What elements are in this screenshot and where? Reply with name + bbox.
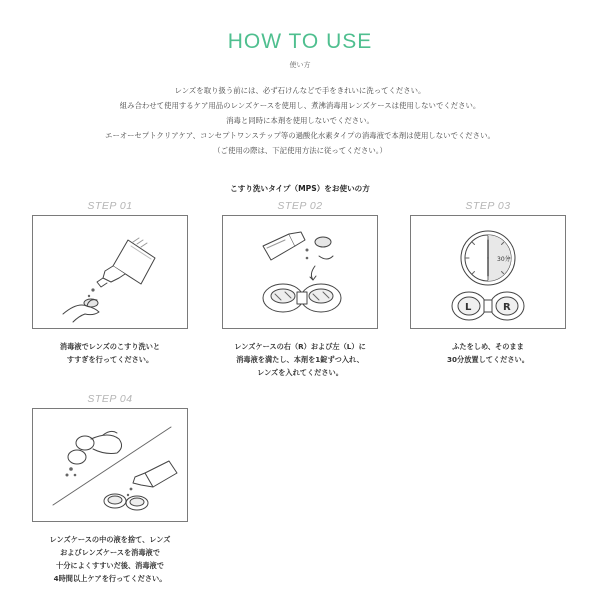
step-instruction-line: 消毒液を満たし、本剤を1錠ずつ入れ、 bbox=[236, 355, 364, 364]
intro-line: エーオーセプトクリアケア、コンセプトワンステップ等の過酸化水素タイプの消毒液で本剤は使用しないでください。 bbox=[105, 131, 495, 140]
fill-case-illustration bbox=[223, 216, 377, 328]
intro-line: 組み合わせて使用するケア用品のレンズケースを使用し、煮沸消毒用レンズケースは使用しないでください。 bbox=[119, 101, 481, 110]
page-header bbox=[0, 30, 600, 70]
step-label: STEP 04 bbox=[87, 393, 133, 405]
step-illustration-box bbox=[410, 215, 566, 329]
wait-30-minutes-illustration bbox=[411, 216, 565, 328]
intro-line: 消毒と同時に本剤を使用しないでください。 bbox=[226, 116, 374, 125]
step-illustration-box bbox=[32, 215, 188, 329]
step-instruction-line: 十分によくすすいだ後、消毒液で bbox=[56, 561, 164, 570]
step-instruction-line: レンズケースの中の液を捨て、レンズ bbox=[49, 535, 171, 544]
step-instruction bbox=[222, 340, 378, 379]
step-02 bbox=[222, 199, 378, 379]
step-instruction bbox=[32, 533, 188, 585]
step-label: STEP 03 bbox=[465, 200, 511, 212]
step-instruction-line: 30分放置してください。 bbox=[447, 355, 529, 364]
rinse-lens-illustration bbox=[33, 216, 187, 328]
intro-line: レンズを取り扱う前には、必ず石けんなどで手をきれいに洗ってください。 bbox=[174, 86, 426, 95]
step-illustration-box bbox=[222, 215, 378, 329]
step-01 bbox=[32, 199, 188, 366]
case-letter-left: L bbox=[465, 302, 472, 313]
discard-and-rinse-illustration bbox=[33, 409, 187, 521]
page-subtitle: 使い方 bbox=[289, 61, 311, 69]
step-03 bbox=[410, 199, 566, 366]
step-instruction-line: すすぎを行ってください。 bbox=[66, 355, 154, 364]
step-instruction bbox=[32, 340, 188, 366]
step-instruction-line: 消毒液でレンズのこすり洗いと bbox=[59, 342, 161, 351]
intro-line: （ご使用の際は、下記使用方法に従ってください。） bbox=[213, 146, 387, 155]
step-instruction-line: レンズケースの右（R）および左（L）に bbox=[234, 342, 366, 351]
section-title: こすり洗いタイプ（MPS）をお使いの方 bbox=[230, 184, 370, 193]
step-instruction bbox=[410, 340, 566, 366]
step-04 bbox=[32, 392, 188, 585]
case-letter-right: R bbox=[503, 302, 511, 313]
step-instruction-line: およびレンズケースを消毒液で bbox=[60, 548, 160, 557]
clock-label: 30分 bbox=[497, 256, 511, 263]
step-label: STEP 01 bbox=[87, 200, 133, 212]
step-illustration-box bbox=[32, 408, 188, 522]
page-title: HOW TO USE bbox=[227, 30, 373, 53]
step-label: STEP 02 bbox=[277, 200, 323, 212]
step-instruction-line: 4時間以上ケアを行ってください。 bbox=[53, 574, 167, 583]
step-instruction-line: ふたをしめ、そのまま bbox=[452, 342, 524, 351]
step-instruction-line: レンズを入れてください。 bbox=[257, 368, 343, 377]
intro-notes bbox=[0, 83, 600, 158]
